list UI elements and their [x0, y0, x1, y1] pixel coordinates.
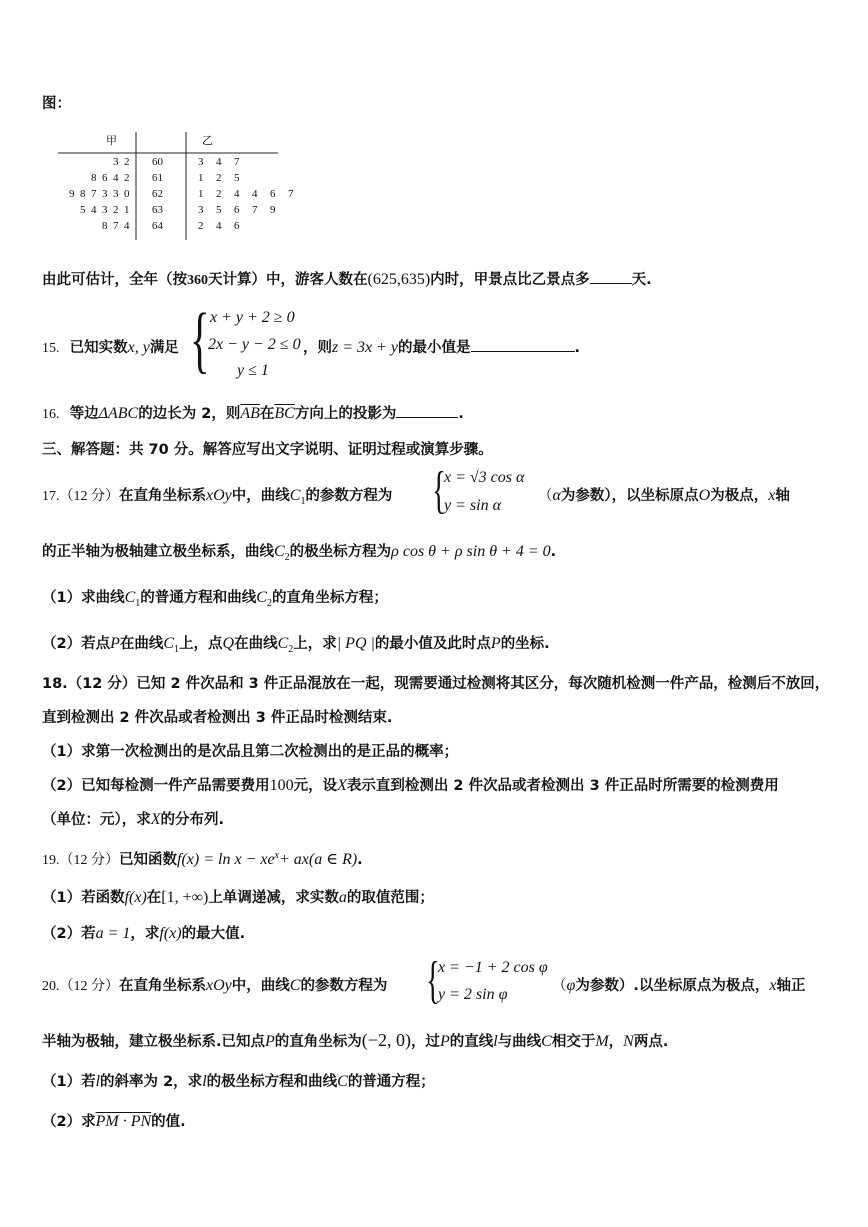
- leaf-left: 3: [102, 188, 108, 200]
- q15-c3: y ≤ 1: [237, 362, 269, 379]
- q17-line1-tail: （α为参数），以坐标原点O为极点，x轴: [538, 487, 790, 504]
- leaf-left: 4: [113, 172, 119, 184]
- leaf-left: 3: [113, 188, 119, 200]
- leaf-left: 0: [124, 188, 130, 200]
- stem-leaf-plot: [40, 128, 320, 248]
- leaf-right: 6: [234, 204, 240, 216]
- leaf-left: 8: [91, 172, 97, 184]
- q17-part1: （1）求曲线$C_1$的普通方程和曲线$C_2$的直角坐标方程；: [42, 589, 388, 609]
- leaf-right: 9: [270, 204, 276, 216]
- q18-part2-cont: （单位：元），求X的分布列.: [42, 811, 225, 828]
- q20-part2: （2）求PM · PN的值.: [42, 1113, 186, 1130]
- leaf-right: 4: [216, 220, 222, 232]
- leaf-left: 1: [124, 204, 130, 216]
- header-jia: 甲: [106, 134, 117, 147]
- header-yi: 乙: [202, 134, 213, 147]
- leaf-right: 7: [252, 204, 258, 216]
- q20-part1: （1）若l的斜率为 2，求l的极坐标方程和曲线C的普通方程；: [42, 1073, 435, 1090]
- q20-line2: 半轴为极轴，建立极坐标系.已知点P的直角坐标为(−2, 0)，过P的直线l与曲线C相交于M，N两点.: [42, 1030, 669, 1050]
- leaf-left: 3: [102, 204, 108, 216]
- leaf-left: 4: [124, 220, 130, 232]
- leaf-left: 2: [113, 204, 119, 216]
- stem: 60: [152, 156, 163, 168]
- q15-c1: x + y + 2 ≥ 0: [210, 309, 295, 326]
- stem: 62: [152, 188, 163, 200]
- leaf-left: 4: [91, 204, 97, 216]
- q15-brace: {: [190, 299, 210, 381]
- q17-line1: 17.（12 分）在直角坐标系xOy中，曲线$C_1$的参数方程为: [42, 487, 393, 507]
- q15-text: 15. 已知实数x, y满足: [42, 339, 179, 356]
- leaf-left: 2: [124, 156, 130, 168]
- leaf-right: 2: [198, 220, 204, 232]
- leaf-right: 5: [216, 204, 222, 216]
- leaf-right: 1: [198, 172, 204, 184]
- leaf-left: 3: [113, 156, 119, 168]
- leaf-left: 7: [113, 220, 119, 232]
- q18-part1: （1）求第一次检测出的是次品且第二次检测出的是正品的概率；: [42, 744, 459, 760]
- q18-line1: 18.（12 分）已知 2 件次品和 3 件正品混放在一起，现需要通过检测将其区分，每次随机检测一件产品，检测后不放回，: [42, 676, 830, 692]
- leaf-left: 8: [80, 188, 86, 200]
- leaf-left: 6: [102, 172, 108, 184]
- section-3-heading: 三、解答题：共 70 分。解答应写出文字说明、证明过程或演算步骤。: [42, 442, 493, 458]
- q20-brace: {: [426, 952, 440, 1009]
- leaf-right: 2: [216, 188, 222, 200]
- stem: 61: [152, 172, 163, 184]
- leaf-right: 4: [252, 188, 258, 200]
- stem: 64: [152, 220, 163, 232]
- leaf-left: 5: [80, 204, 86, 216]
- q19-part2: （2）若a = 1，求f(x)的最大值.: [42, 925, 246, 942]
- q20-e1: x = −1 + 2 cos φ: [438, 959, 548, 976]
- q16-text: 16. 等边ΔABC的边长为 2，则$\overline{AB}$在$\overline{BC}$方向上的投影为 .: [42, 405, 464, 422]
- leaf-right: 1: [198, 188, 204, 200]
- leaf-right: 5: [234, 172, 240, 184]
- leaf-right: 6: [270, 188, 276, 200]
- leaf-left: 2: [124, 172, 130, 184]
- q14-text: 由此可估计，全年（按360天计算）中，游客人数在(625,635)内时，甲景点比乙景点多 天.: [42, 271, 652, 288]
- q17-e1: x = √3 cos α: [444, 469, 525, 486]
- stem: 63: [152, 204, 163, 216]
- leaf-left: 7: [91, 188, 97, 200]
- q20-line1-tail: （φ为参数）.以坐标原点为极点，x轴正: [552, 977, 806, 994]
- q15-c2: 2x − y − 2 ≤ 0: [208, 336, 301, 353]
- q18-part2: （2）已知每检测一件产品需要费用100元，设X表示直到检测出 2 件次品或者检测出 3 件正品时所需要的检测费用: [42, 777, 779, 794]
- q19-line1: 19.（12 分）已知函数$f(x) = \ln x - xe^x+ ax(a$ ∈ R).: [42, 850, 363, 868]
- leaf-right: 7: [288, 188, 294, 200]
- figure-label: 图：: [42, 96, 71, 112]
- q17-line2: 的正半轴为极轴建立极坐标系，曲线$C_2$的极坐标方程为ρ cos θ + ρ sin θ + 4 = 0.: [42, 543, 557, 563]
- q19-part1: （1）若函数f(x)在[1, +∞)上单调递减，求实数a的取值范围；: [42, 889, 434, 906]
- leaf-right: 3: [198, 156, 204, 168]
- leaf-right: 2: [216, 172, 222, 184]
- q18-line2: 直到检测出 2 件次品或者检测出 3 件正品时检测结束.: [42, 710, 393, 726]
- q15-tail: ，则z = 3x + y的最小值是 .: [303, 339, 581, 356]
- leaf-right: 6: [234, 220, 240, 232]
- q17-part2: （2）若点P在曲线$C_1$上，点Q在曲线$C_2$上，求| PQ |的最小值及此时点P的坐标.: [42, 635, 550, 655]
- leaf-right: 3: [198, 204, 204, 216]
- leaf-right: 4: [216, 156, 222, 168]
- leaf-right: 7: [234, 156, 240, 168]
- q20-e2: y = 2 sin φ: [438, 986, 508, 1003]
- q17-e2: y = sin α: [444, 497, 501, 514]
- q20-line1: 20.（12 分）在直角坐标系xOy中，曲线C的参数方程为: [42, 977, 388, 994]
- leaf-right: 4: [234, 188, 240, 200]
- leaf-left: 9: [69, 188, 75, 200]
- q17-brace: {: [432, 462, 446, 519]
- leaf-left: 8: [102, 220, 108, 232]
